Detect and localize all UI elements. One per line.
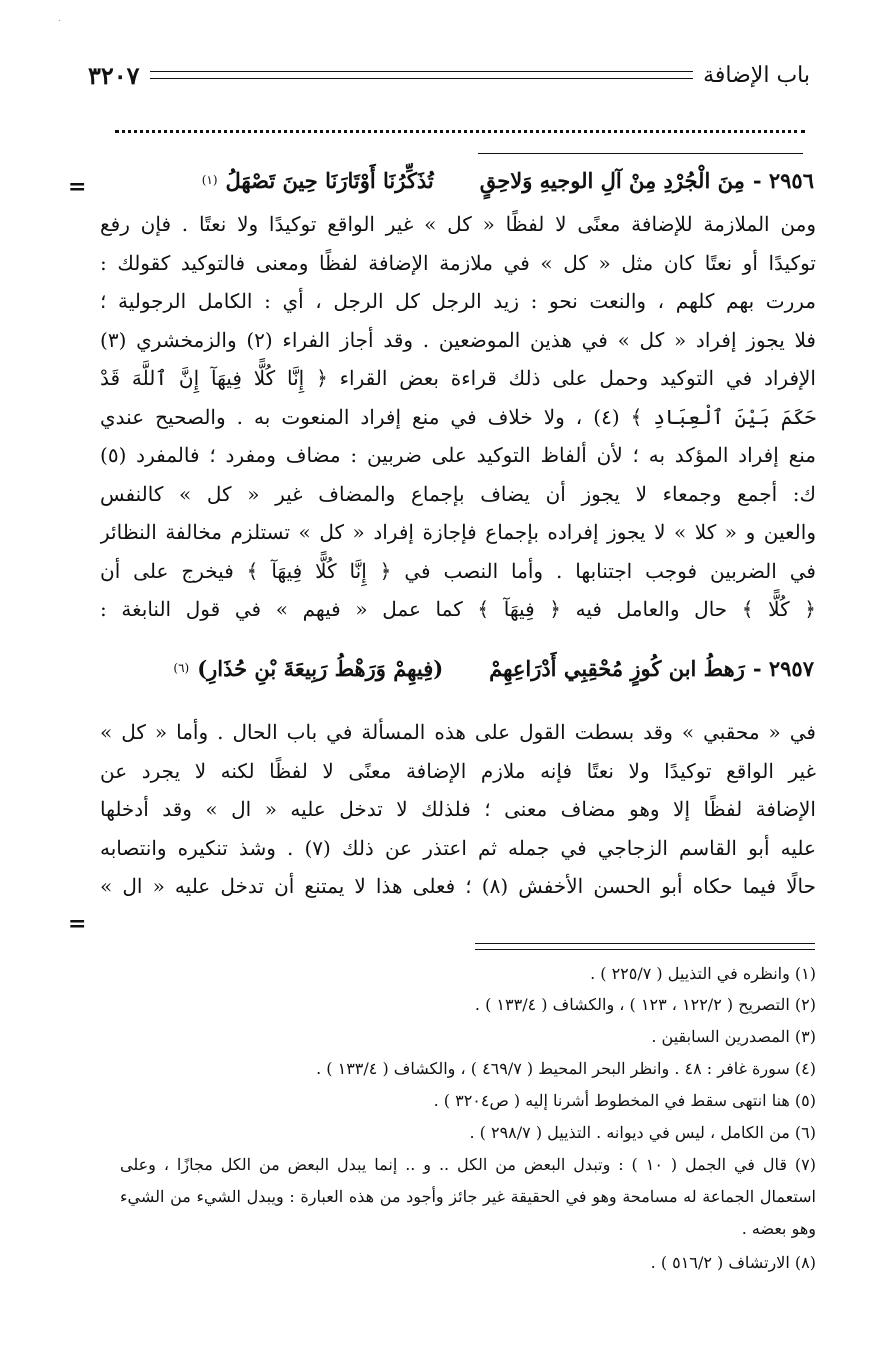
- verse-hemistich-first: مِنَ الْجُرْدِ مِنْ آلِ الوجيهِ وَلاحِقٍ: [479, 167, 745, 193]
- text-line: والعين و « كلا » لا يجوز إفراده بإجماع فإجازة إفراد « كل » تستلزم مخالفة النظائر: [100, 520, 816, 544]
- text-line: ومن الملازمة للإضافة معنًى لا لفظًا « كل » غير الواقع توكيدًا ولا نعتًا . فإن رفع: [100, 212, 816, 236]
- text-line: في « محقبي » وقد بسطت القول على هذه المسألة في باب الحال . وأما « كل »: [100, 720, 816, 744]
- verse-2956: [104, 158, 814, 202]
- text-line: غير الواقع توكيدًا ولا نعتًا فإنه ملازم الإضافة معنًى لا لفظًا لكنه لا يجرد عن: [100, 758, 816, 783]
- text-line: فلا يجوز إفراد « كل » في هذين الموضعين . وقد أجاز الفراء (٢) والزمخشري (٣): [100, 327, 816, 352]
- text-line: الإفراد في التوكيد وحمل على ذلك قراءة بعض القراء ﴿ إِنَّا كُلًّا فِيهَآ إِنَّ ٱللَّهَ قَدْ: [100, 366, 816, 390]
- verse-2957: [104, 646, 814, 690]
- dotted-separator: [115, 130, 805, 133]
- footnote: (٨) الارتشاف ( ٥١٦/٢ ) .: [650, 1253, 816, 1272]
- verse-number: ٢٩٥٦ -: [752, 167, 814, 193]
- footnote: (٥) هنا انتهى سقط في المخطوط أشرنا إليه ( ص٣٢٠٤ ) .: [433, 1091, 816, 1110]
- page-number: ٣٢٠٧: [88, 60, 140, 90]
- verse-hemistich-second: (فِيهِمْ وَرَهْطُ رَبِيعَةَ بْنِ حُذَارِ): [197, 655, 444, 681]
- footnote: (٧) قال في الجمل ( ١٠ ) : وتبدل البعض من الكل .. و .. إنما يبدل البعض من الكل مجازًا ، وعلى: [120, 1155, 816, 1174]
- footnote: وهو بعضه .: [741, 1219, 816, 1238]
- verse-hemistich-first: رَهطُ ابن كُوزٍ مُحْقِبِي أَدْرَاعِهِمْ: [489, 655, 745, 681]
- footnote: (٦) من الكامل ، ليس في ديوانه . التذييل ( ٢٩٨/٧ ) .: [469, 1123, 816, 1142]
- verse-number: ٢٩٥٧ -: [752, 655, 814, 681]
- footnote-ref: (١): [201, 173, 218, 187]
- footnote-rule: [475, 943, 815, 950]
- footnote: (٢) التصريح ( ١٢٢/٢ ، ١٢٣ ) ، والكشاف ( ١٣٣/٤ ) .: [474, 995, 816, 1014]
- verse-hemistich-second: تُذَكِّرُنَا أَوْتَارَنَا حِينَ تَصْهَلُ: [225, 167, 434, 193]
- running-header: [88, 55, 810, 95]
- chapter-title: باب الإضافة: [703, 62, 810, 88]
- text-line: في الضربين فوجب اجتنابها . وأما النصب في ﴿ إِنَّا كُلًّا فِيهَآ ﴾ فيخرج على أن: [100, 558, 816, 583]
- text-line: توكيدًا أو نعتًا كان مثل « كل » في ملازمة الإضافة لفظًا ومعنى فالتوكيد كقولك :: [100, 250, 816, 275]
- footnote: (١) وانظره في التذييل ( ٢٢٥/٧ ) .: [590, 964, 816, 983]
- header-rule: [150, 71, 694, 79]
- text-line: مررت بهم كلهم ، والنعت نحو : زيد الرجل كل الرجل ، أي : الكامل الرجولية ؛: [100, 289, 816, 313]
- text-line: عليه أبو القاسم الزجاجي في جمله ثم اعتذر عن ذلك (٧) . وشذ تنكيره وانتصابه: [100, 835, 816, 860]
- text-line: حَكَمَ بَيْنَ ٱلْعِبَادِ ﴾ (٤) ، ولا خلاف في منع إفراد المنعوت به . والصحيح عندي: [100, 404, 816, 429]
- text-line: ﴿ كُلًّا ﴾ حال والعامل فيه ﴿ فِيهَآ ﴾ كما عمل « فيهم » في قول النابغة :: [100, 597, 816, 621]
- continuation-mark: =: [68, 174, 87, 200]
- text-line: الإضافة لفظًا إلا وهو مضاف معنى ؛ فلذلك لا تدخل عليه « ال » وقد أدخلها: [100, 797, 816, 821]
- footnote: (٤) سورة غافر : ٤٨ . وانظر البحر المحيط ( ٤٦٩/٧ ) ، والكشاف ( ١٣٣/٤ ) .: [316, 1059, 816, 1078]
- text-line: منع إفراد المؤكد به ؛ لأن ألفاظ التوكيد على ضربين : مضاف ومفرد ؛ فالمفرد (٥): [100, 443, 816, 467]
- text-line: ك: أجمع وجمعاء لا يجوز أن يضاف بإجماع والمضاف غير « كل » كالنفس: [100, 481, 816, 506]
- scan-mark: .: [58, 14, 61, 23]
- verse-rule: [478, 153, 803, 154]
- footnote: استعمال الجماعة له مسامحة وهو في الحقيقة غير جائز وأجود من هذه العبارة : ويبدل الشيء من الشيء: [120, 1187, 816, 1206]
- footnote-ref: (٦): [173, 661, 190, 675]
- footnote: (٣) المصدرين السابقين .: [651, 1027, 816, 1046]
- continuation-mark: =: [68, 911, 87, 937]
- text-line: حالًا فيما حكاه أبو الحسن الأخفش (٨) ؛ فعلى هذا لا يمتنع أن تدخل عليه « ال »: [100, 874, 816, 898]
